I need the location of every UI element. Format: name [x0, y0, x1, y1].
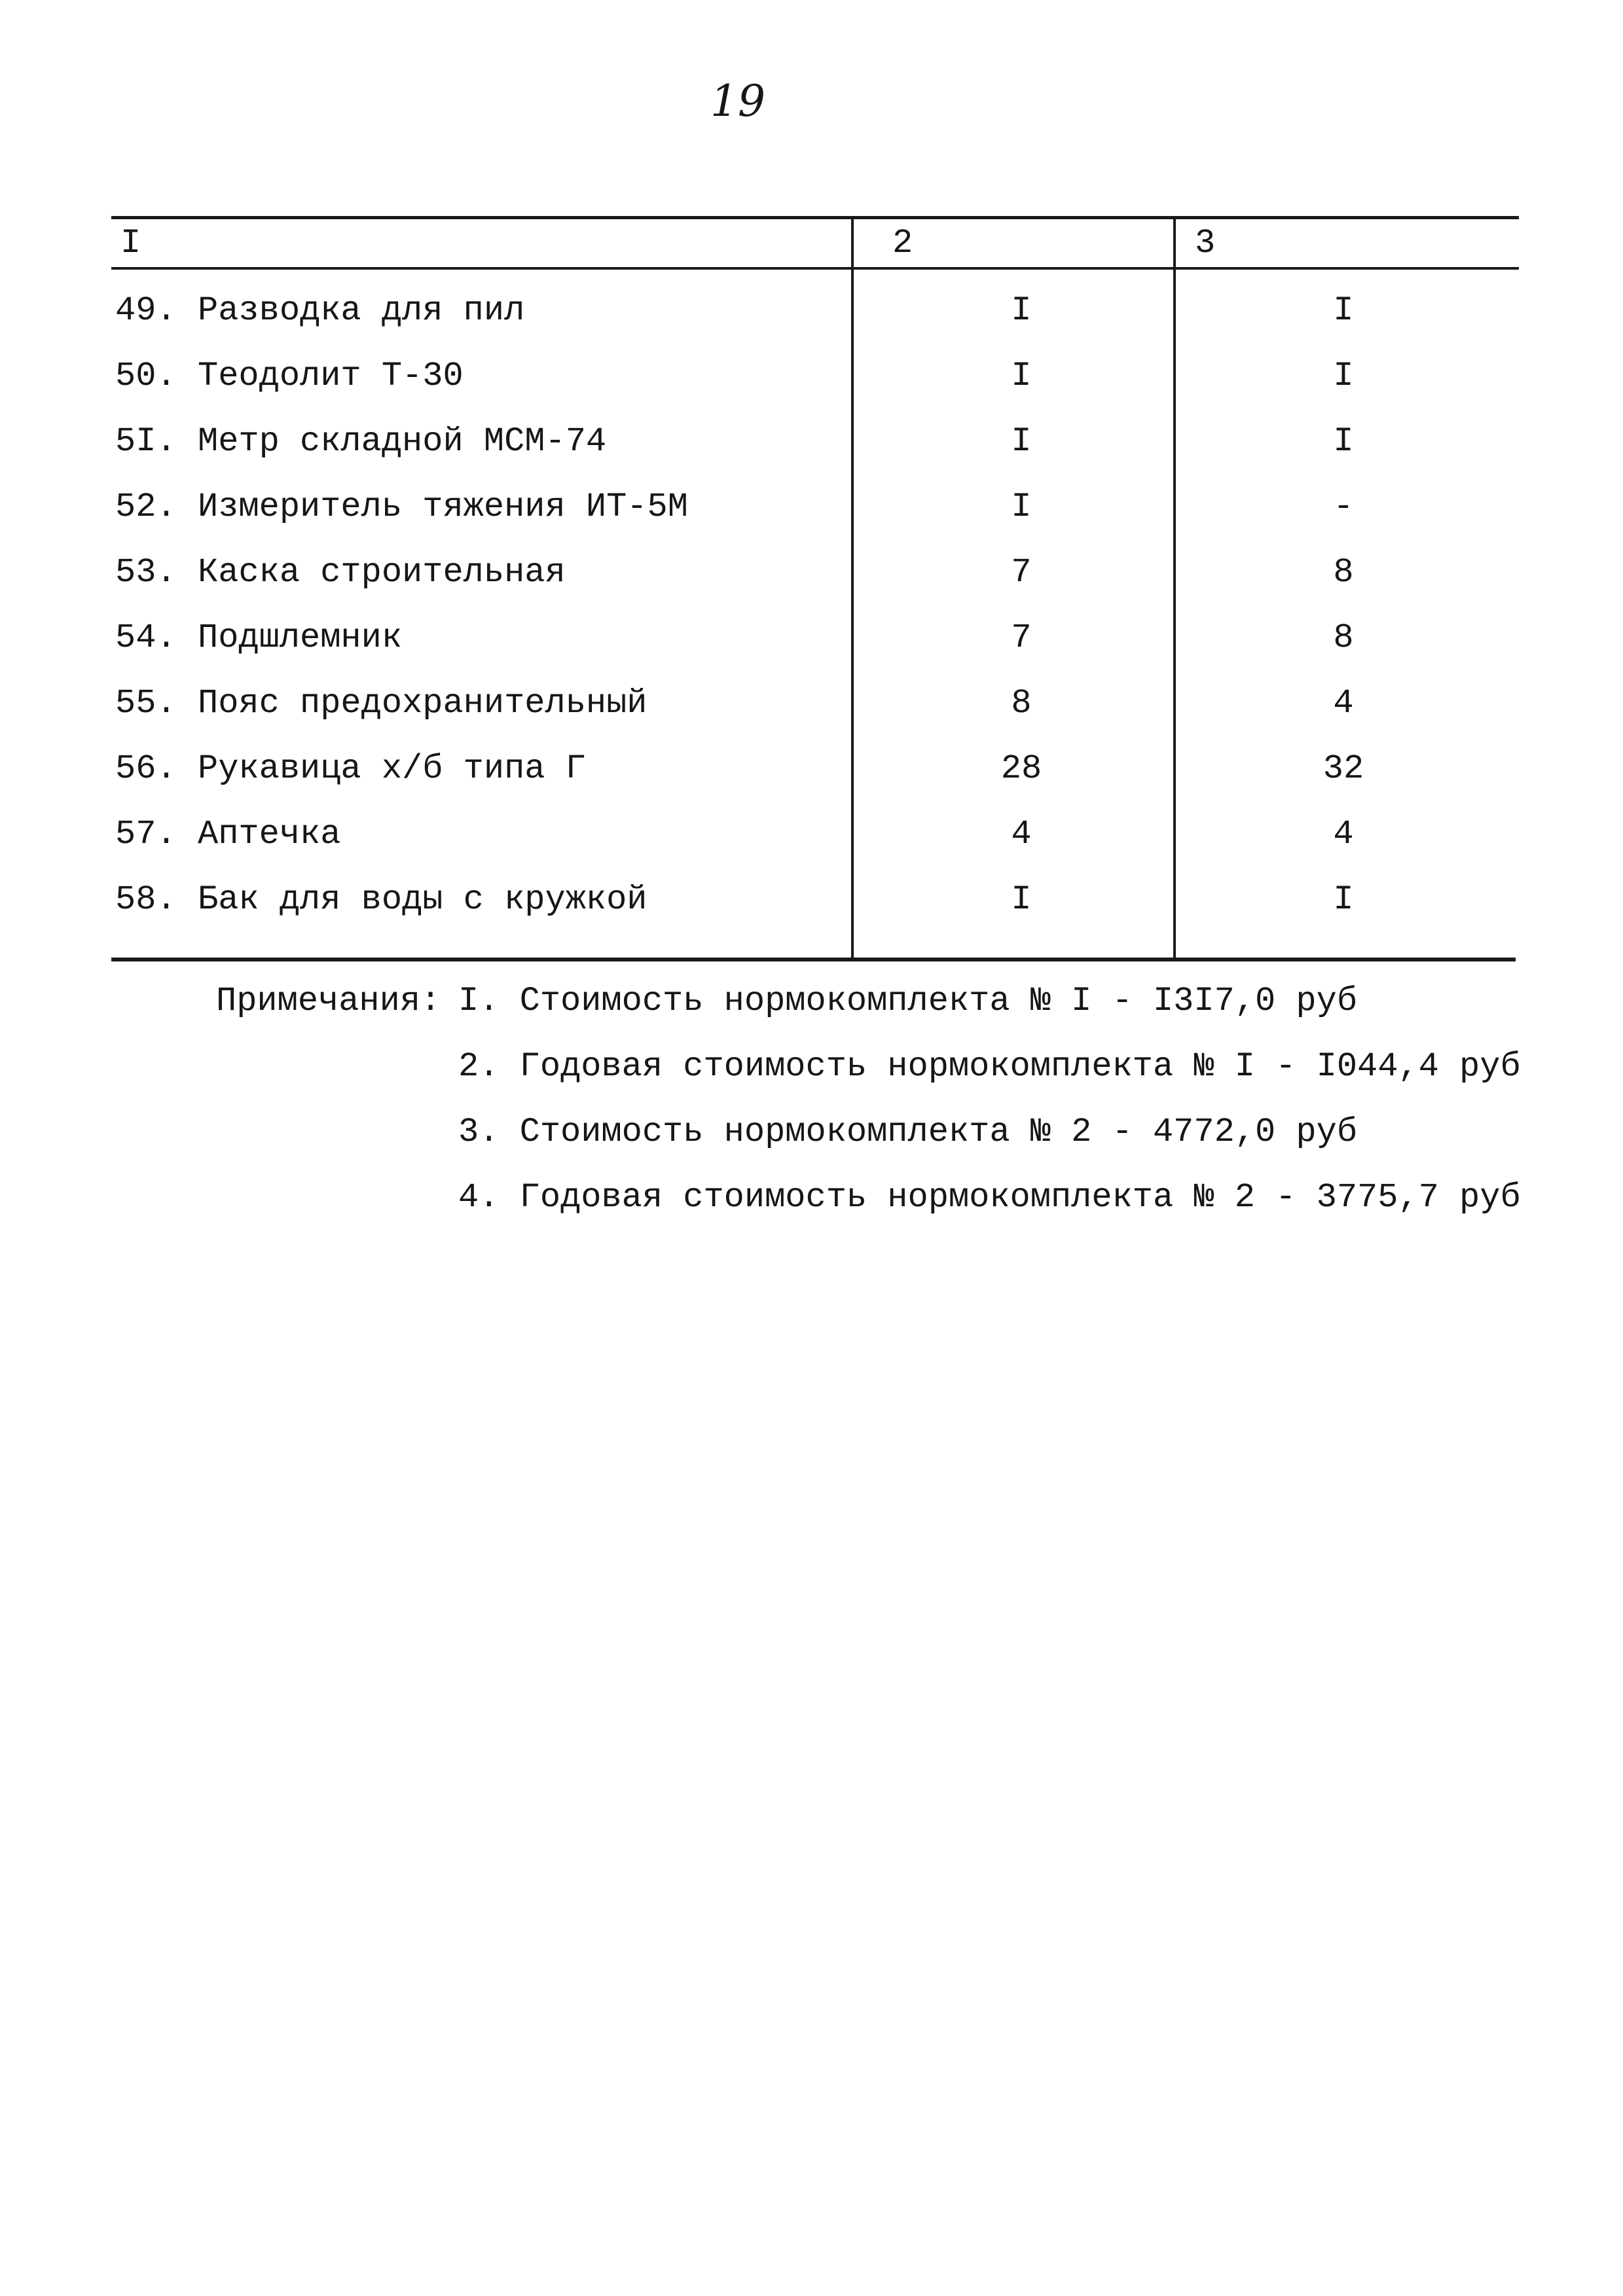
quantity-set-2: 32 [1322, 749, 1364, 788]
note-item: 4. Годовая стоимость нормокомплекта № 2 - 3775,7 руб [458, 1178, 1521, 1217]
item-name: Каска строительная [198, 553, 566, 592]
quantity-set-1: I [1011, 422, 1032, 461]
quantity-set-2: I [1333, 422, 1354, 461]
quantity-set-1: 28 [1000, 749, 1042, 788]
quantity-set-1: I [1011, 357, 1032, 395]
table-bottom-rule [111, 958, 1516, 961]
quantity-set-2: 8 [1333, 619, 1354, 657]
quantity-set-2: - [1333, 488, 1354, 526]
column-header-3: 3 [1195, 224, 1216, 262]
table-row [111, 605, 1519, 671]
table-row [111, 344, 1519, 409]
item-name: Разводка для пил [198, 291, 525, 330]
table-row [111, 671, 1519, 736]
row-number: 50. [115, 357, 177, 395]
quantity-set-1: 7 [1011, 619, 1032, 657]
quantity-set-1: 8 [1011, 684, 1032, 723]
column-header-1: I [120, 224, 141, 262]
page-number: 19 [710, 76, 765, 126]
quantity-set-2: I [1333, 291, 1354, 330]
table-row [111, 867, 1519, 933]
item-name: Рукавица х/б типа Г [198, 749, 586, 788]
table-row [111, 802, 1519, 867]
quantity-set-2: 8 [1333, 553, 1354, 592]
quantity-set-2: I [1333, 357, 1354, 395]
item-name: Пояс предохранительный [198, 684, 647, 723]
note-item: I. Стоимость нормокомплекта № I - I3I7,0 руб [458, 982, 1358, 1020]
quantity-set-1: 7 [1011, 553, 1032, 592]
table-row [111, 409, 1519, 475]
row-number: 53. [115, 553, 177, 592]
item-name: Бак для воды с кружкой [198, 880, 647, 919]
item-name: Теодолит Т-30 [198, 357, 464, 395]
table-row [111, 475, 1519, 540]
row-number: 56. [115, 749, 177, 788]
quantity-set-1: I [1011, 291, 1032, 330]
row-number: 5I. [115, 422, 177, 461]
table-row [111, 278, 1519, 344]
quantity-set-2: 4 [1333, 684, 1354, 723]
item-name: Подшлемник [198, 619, 403, 657]
row-number: 54. [115, 619, 177, 657]
column-header-2: 2 [892, 224, 913, 262]
table-top-rule [111, 216, 1519, 219]
quantity-set-2: 4 [1333, 815, 1354, 853]
row-number: 52. [115, 488, 177, 526]
table-row [111, 540, 1519, 605]
row-number: 49. [115, 291, 177, 330]
item-name: Аптечка [198, 815, 341, 853]
table-row [111, 736, 1519, 802]
quantity-set-1: 4 [1011, 815, 1032, 853]
quantity-set-1: I [1011, 880, 1032, 919]
row-number: 55. [115, 684, 177, 723]
notes-label: Примечания: [216, 982, 441, 1020]
quantity-set-2: I [1333, 880, 1354, 919]
quantity-set-1: I [1011, 488, 1032, 526]
equipment-table [111, 216, 1519, 962]
row-number: 57. [115, 815, 177, 853]
item-name: Измеритель тяжения ИТ-5М [198, 488, 688, 526]
table-header-rule [111, 267, 1519, 270]
note-item: 2. Годовая стоимость нормокомплекта № I - I044,4 руб [458, 1047, 1521, 1086]
item-name: Метр складной МСМ-74 [198, 422, 607, 461]
note-item: 3. Стоимость нормокомплекта № 2 - 4772,0 руб [458, 1113, 1358, 1151]
row-number: 58. [115, 880, 177, 919]
